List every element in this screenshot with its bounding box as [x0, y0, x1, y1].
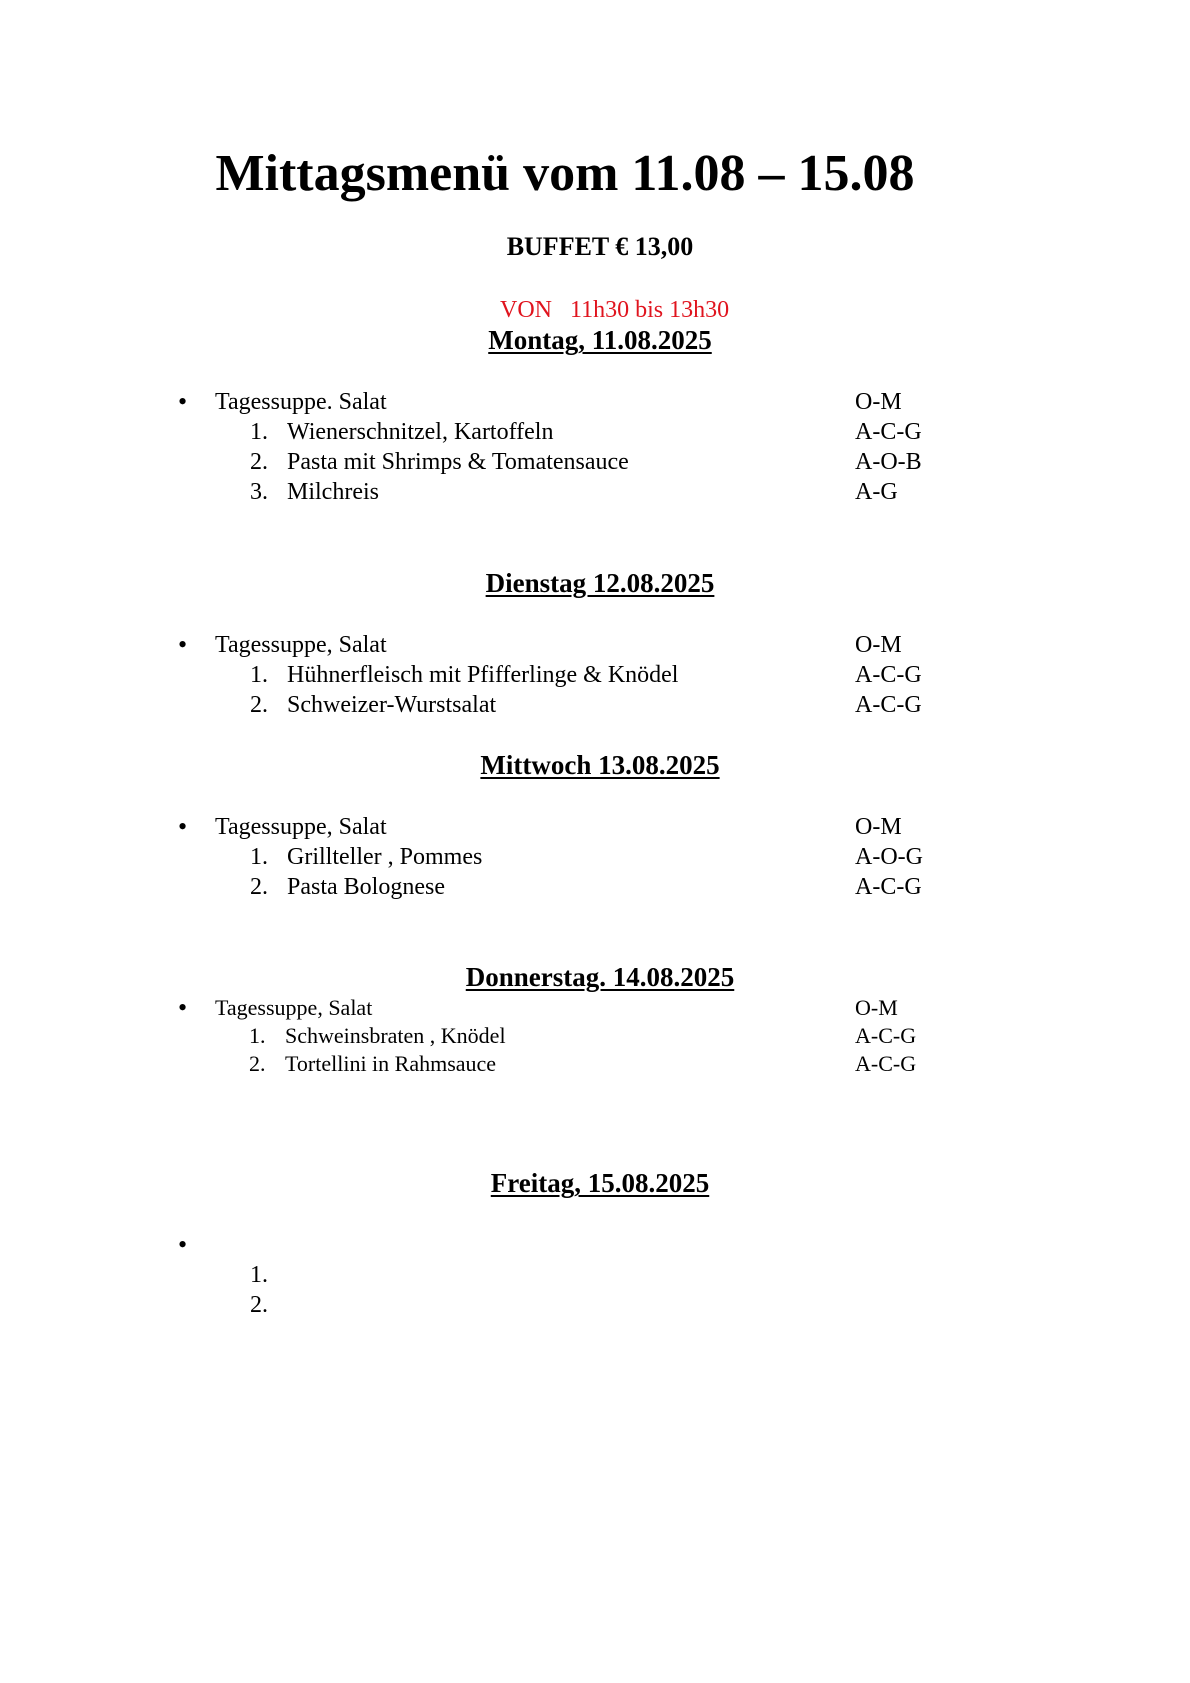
item-number: 2.	[250, 1292, 268, 1318]
opening-hours	[500, 296, 729, 324]
allergen-code: O-M	[855, 814, 902, 840]
menu-row-item	[0, 477, 1190, 507]
item-text: Schweinsbraten , Knödel	[285, 1023, 506, 1048]
day-heading-friday: Freitag, 15.08.2025	[490, 1168, 710, 1198]
item-number: 1.	[250, 662, 268, 688]
menu-row-item	[0, 1260, 1190, 1290]
day-heading-wednesday: Mittwoch 13.08.2025	[480, 750, 720, 780]
day-heading-tuesday: Dienstag 12.08.2025	[485, 568, 715, 598]
item-text: Tortellini in Rahmsauce	[285, 1051, 497, 1076]
item-number: 1.	[250, 419, 268, 445]
menu-row-item	[0, 1022, 1190, 1050]
allergen-code: A-C-G	[855, 1051, 917, 1076]
item-number: 1.	[250, 844, 268, 870]
bullet-icon: •	[178, 1230, 188, 1259]
menu-row-soup	[0, 812, 1190, 842]
allergen-code: O-M	[855, 389, 902, 415]
item-number: 1.	[249, 1023, 266, 1048]
allergen-code: A-O-G	[855, 844, 923, 870]
item-number: 3.	[250, 479, 268, 505]
item-number: 1.	[250, 1262, 268, 1288]
menu-row-item	[0, 447, 1190, 477]
menu-row-item	[0, 1290, 1190, 1320]
allergen-code: A-C-G	[855, 1023, 917, 1048]
allergen-code: A-C-G	[855, 874, 922, 900]
menu-row-item	[0, 660, 1190, 690]
bullet-icon: •	[178, 812, 188, 841]
allergen-code: A-C-G	[855, 692, 922, 718]
allergen-code: A-G	[855, 479, 898, 505]
item-number: 2.	[250, 692, 268, 718]
menu-row-item	[0, 690, 1190, 720]
soup-text: Tagessuppe, Salat	[215, 632, 387, 658]
day-heading-monday: Montag, 11.08.2025	[488, 325, 712, 355]
bullet-icon: •	[178, 630, 188, 659]
item-text: Hühnerfleisch mit Pfifferlinge & Knödel	[287, 662, 679, 688]
buffet-price: BUFFET € 13,00	[506, 232, 694, 261]
hours-from-label: VON	[500, 297, 552, 323]
menu-row-item	[0, 417, 1190, 447]
menu-row-soup	[0, 994, 1190, 1022]
item-text: Grillteller , Pommes	[287, 844, 483, 870]
menu-row-soup	[0, 387, 1190, 417]
allergen-code: O-M	[855, 632, 902, 658]
item-number: 2.	[249, 1051, 266, 1076]
day-heading-thursday: Donnerstag. 14.08.2025	[465, 962, 735, 992]
bullet-icon: •	[178, 387, 188, 416]
allergen-code: O-M	[855, 995, 898, 1020]
item-text: Pasta Bolognese	[287, 874, 445, 900]
menu-row-soup	[0, 1230, 1190, 1260]
menu-row-soup	[0, 630, 1190, 660]
item-number: 2.	[250, 874, 268, 900]
item-text: Milchreis	[287, 479, 379, 505]
menu-row-item	[0, 1050, 1190, 1078]
menu-title: Mittagsmenü vom 11.08 – 15.08	[215, 145, 915, 202]
item-text: Pasta mit Shrimps & Tomatensauce	[287, 449, 629, 475]
menu-row-item	[0, 872, 1190, 902]
soup-text: Tagessuppe, Salat	[215, 814, 387, 840]
item-number: 2.	[250, 449, 268, 475]
soup-text: Tagessuppe, Salat	[215, 995, 373, 1020]
hours-range: 11h30 bis 13h30	[570, 297, 730, 323]
menu-row-item	[0, 842, 1190, 872]
soup-text: Tagessuppe. Salat	[215, 389, 387, 415]
allergen-code: A-C-G	[855, 419, 922, 445]
item-text: Wienerschnitzel, Kartoffeln	[287, 419, 554, 445]
item-text: Schweizer-Wurstsalat	[287, 692, 497, 718]
allergen-code: A-C-G	[855, 662, 922, 688]
bullet-icon: •	[178, 993, 188, 1022]
allergen-code: A-O-B	[855, 449, 922, 475]
